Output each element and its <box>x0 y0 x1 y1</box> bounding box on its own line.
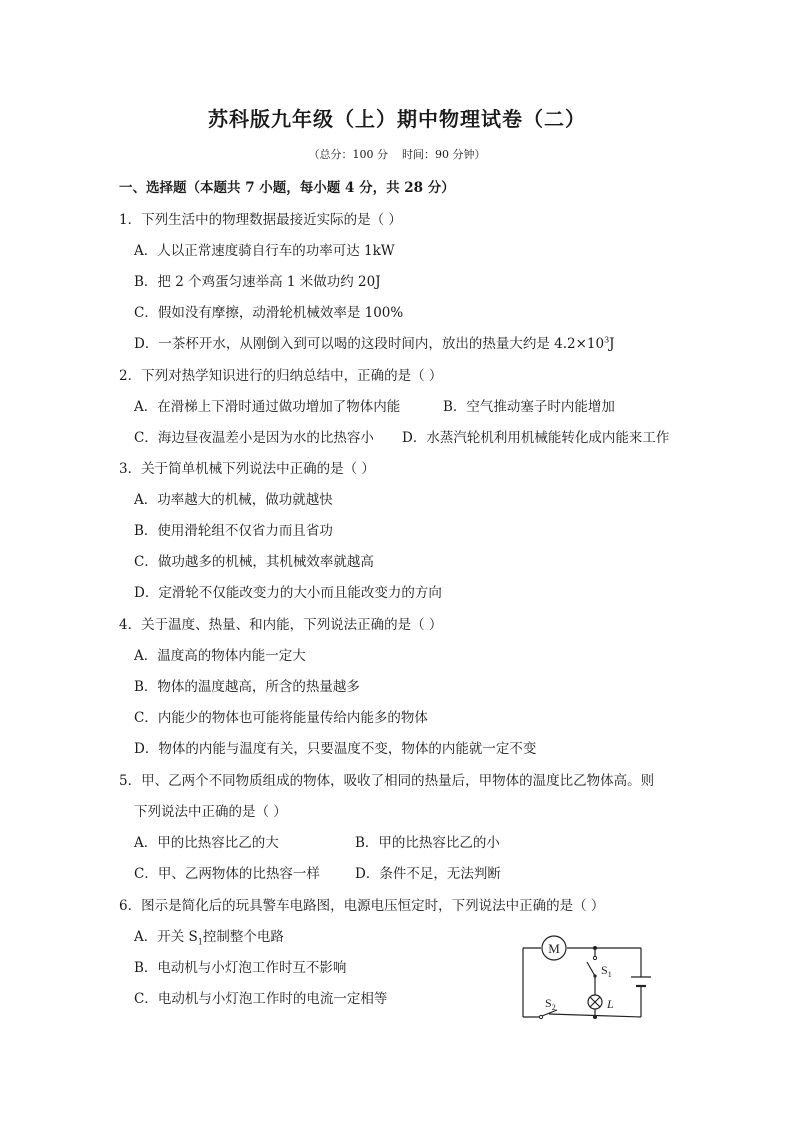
question-3-option-c: C．做功越多的机械，其机械效率就越高 <box>134 554 374 570</box>
question-5-option-c: C．甲、乙两物体的比热容一样 <box>134 866 320 882</box>
battery-symbol <box>631 977 651 986</box>
question-2-option-a: A．在滑梯上下滑时通过做功增加了物体内能 <box>134 399 401 415</box>
question-1-stem: 1．下列生活中的物理数据最接近实际的是（ ） <box>119 212 402 228</box>
motor-symbol <box>542 936 566 960</box>
junction-dot <box>593 1015 597 1019</box>
lamp-symbol <box>588 995 614 1011</box>
question-4-option-c: C．内能少的物体也可能将能量传给内能多的物体 <box>134 710 428 726</box>
question-2-option-d: D．水蒸汽轮机利用机械能转化成内能来工作 <box>402 430 670 446</box>
question-1-option-b: B．把 2 个鸡蛋匀速举高 1 米做功约 20J <box>134 274 381 290</box>
question-5-option-d: D．条件不足，无法判断 <box>355 866 501 882</box>
question-4-option-b: B．物体的温度越高，所含的热量越多 <box>134 679 360 695</box>
section-heading: 一、选择题（本题共 7 小题，每小题 4 分，共 28 分） <box>119 180 455 196</box>
question-6-option-a: A．开关 $S_1$控制整个电路 <box>134 929 284 947</box>
question-2-stem: 2．下列对热学知识进行的归纳总结中，正确的是（ ） <box>119 368 443 384</box>
question-4-option-a: A．温度高的物体内能一定大 <box>134 648 306 664</box>
exam-info: （总分：100 分 时间：90 分钟） <box>308 148 486 161</box>
svg-text:M: M <box>548 941 560 956</box>
switch-s2 <box>539 996 557 1019</box>
question-2-option-c: C．海边昼夜温差小是因为水的比热容小 <box>134 430 374 446</box>
question-5-stem-continued: 下列说法中正确的是（ ） <box>134 804 287 820</box>
question-5-stem: 5．甲、乙两个不同物质组成的物体，吸收了相同的热量后，甲物体的温度比乙物体高。则 <box>119 773 655 789</box>
question-6-stem: 6．图示是简化后的玩具警车电路图，电源电压恒定时，下列说法中正确的是（ ） <box>119 898 605 914</box>
question-5-option-b: B．甲的比热容比乙的小 <box>355 835 500 851</box>
question-6-option-b: B．电动机与小灯泡工作时互不影响 <box>134 960 347 976</box>
svg-text:S1: $S_1$ <box>601 963 612 979</box>
circuit-diagram <box>515 930 665 1030</box>
question-1-option-c: C．假如没有摩擦，动滑轮机械效率是 100% <box>134 305 404 321</box>
switch-s1 <box>587 956 612 979</box>
question-6-option-c: C．电动机与小灯泡工作时的电流一定相等 <box>134 991 388 1007</box>
question-3-option-a: A．功率越大的机械，做功就越快 <box>134 492 333 508</box>
question-1-option-d: D．一茶杯开水，从刚倒入到可以喝的这段时间内，放出的热量大约是 $4.2\times 10^3J$ <box>134 335 615 352</box>
question-4-stem: 4．关于温度、热量、和内能，下列说法正确的是（ ） <box>119 617 443 633</box>
page-title: 苏科版九年级（上）期中物理试卷（二） <box>208 107 586 131</box>
svg-text:S2: $S_2$ <box>545 996 556 1012</box>
question-3-stem: 3．关于简单机械下列说法中正确的是（ ） <box>119 461 375 477</box>
question-1-option-a: A．人以正常速度骑自行车的功率可达 1kW <box>134 243 395 259</box>
question-4-option-d: D．物体的内能与温度有关，只要温度不变，物体的内能就一定不变 <box>134 741 537 757</box>
question-3-option-d: D．定滑轮不仅能改变力的大小而且能改变力的方向 <box>134 585 442 601</box>
question-5-option-a: A．甲的比热容比乙的大 <box>134 835 279 851</box>
junction-dot <box>593 946 597 950</box>
question-2-option-b: B．空气推动塞子时内能增加 <box>443 399 615 415</box>
question-3-option-b: B．使用滑轮组不仅省力而且省功 <box>134 523 333 539</box>
svg-text:L: L <box>607 997 614 1011</box>
